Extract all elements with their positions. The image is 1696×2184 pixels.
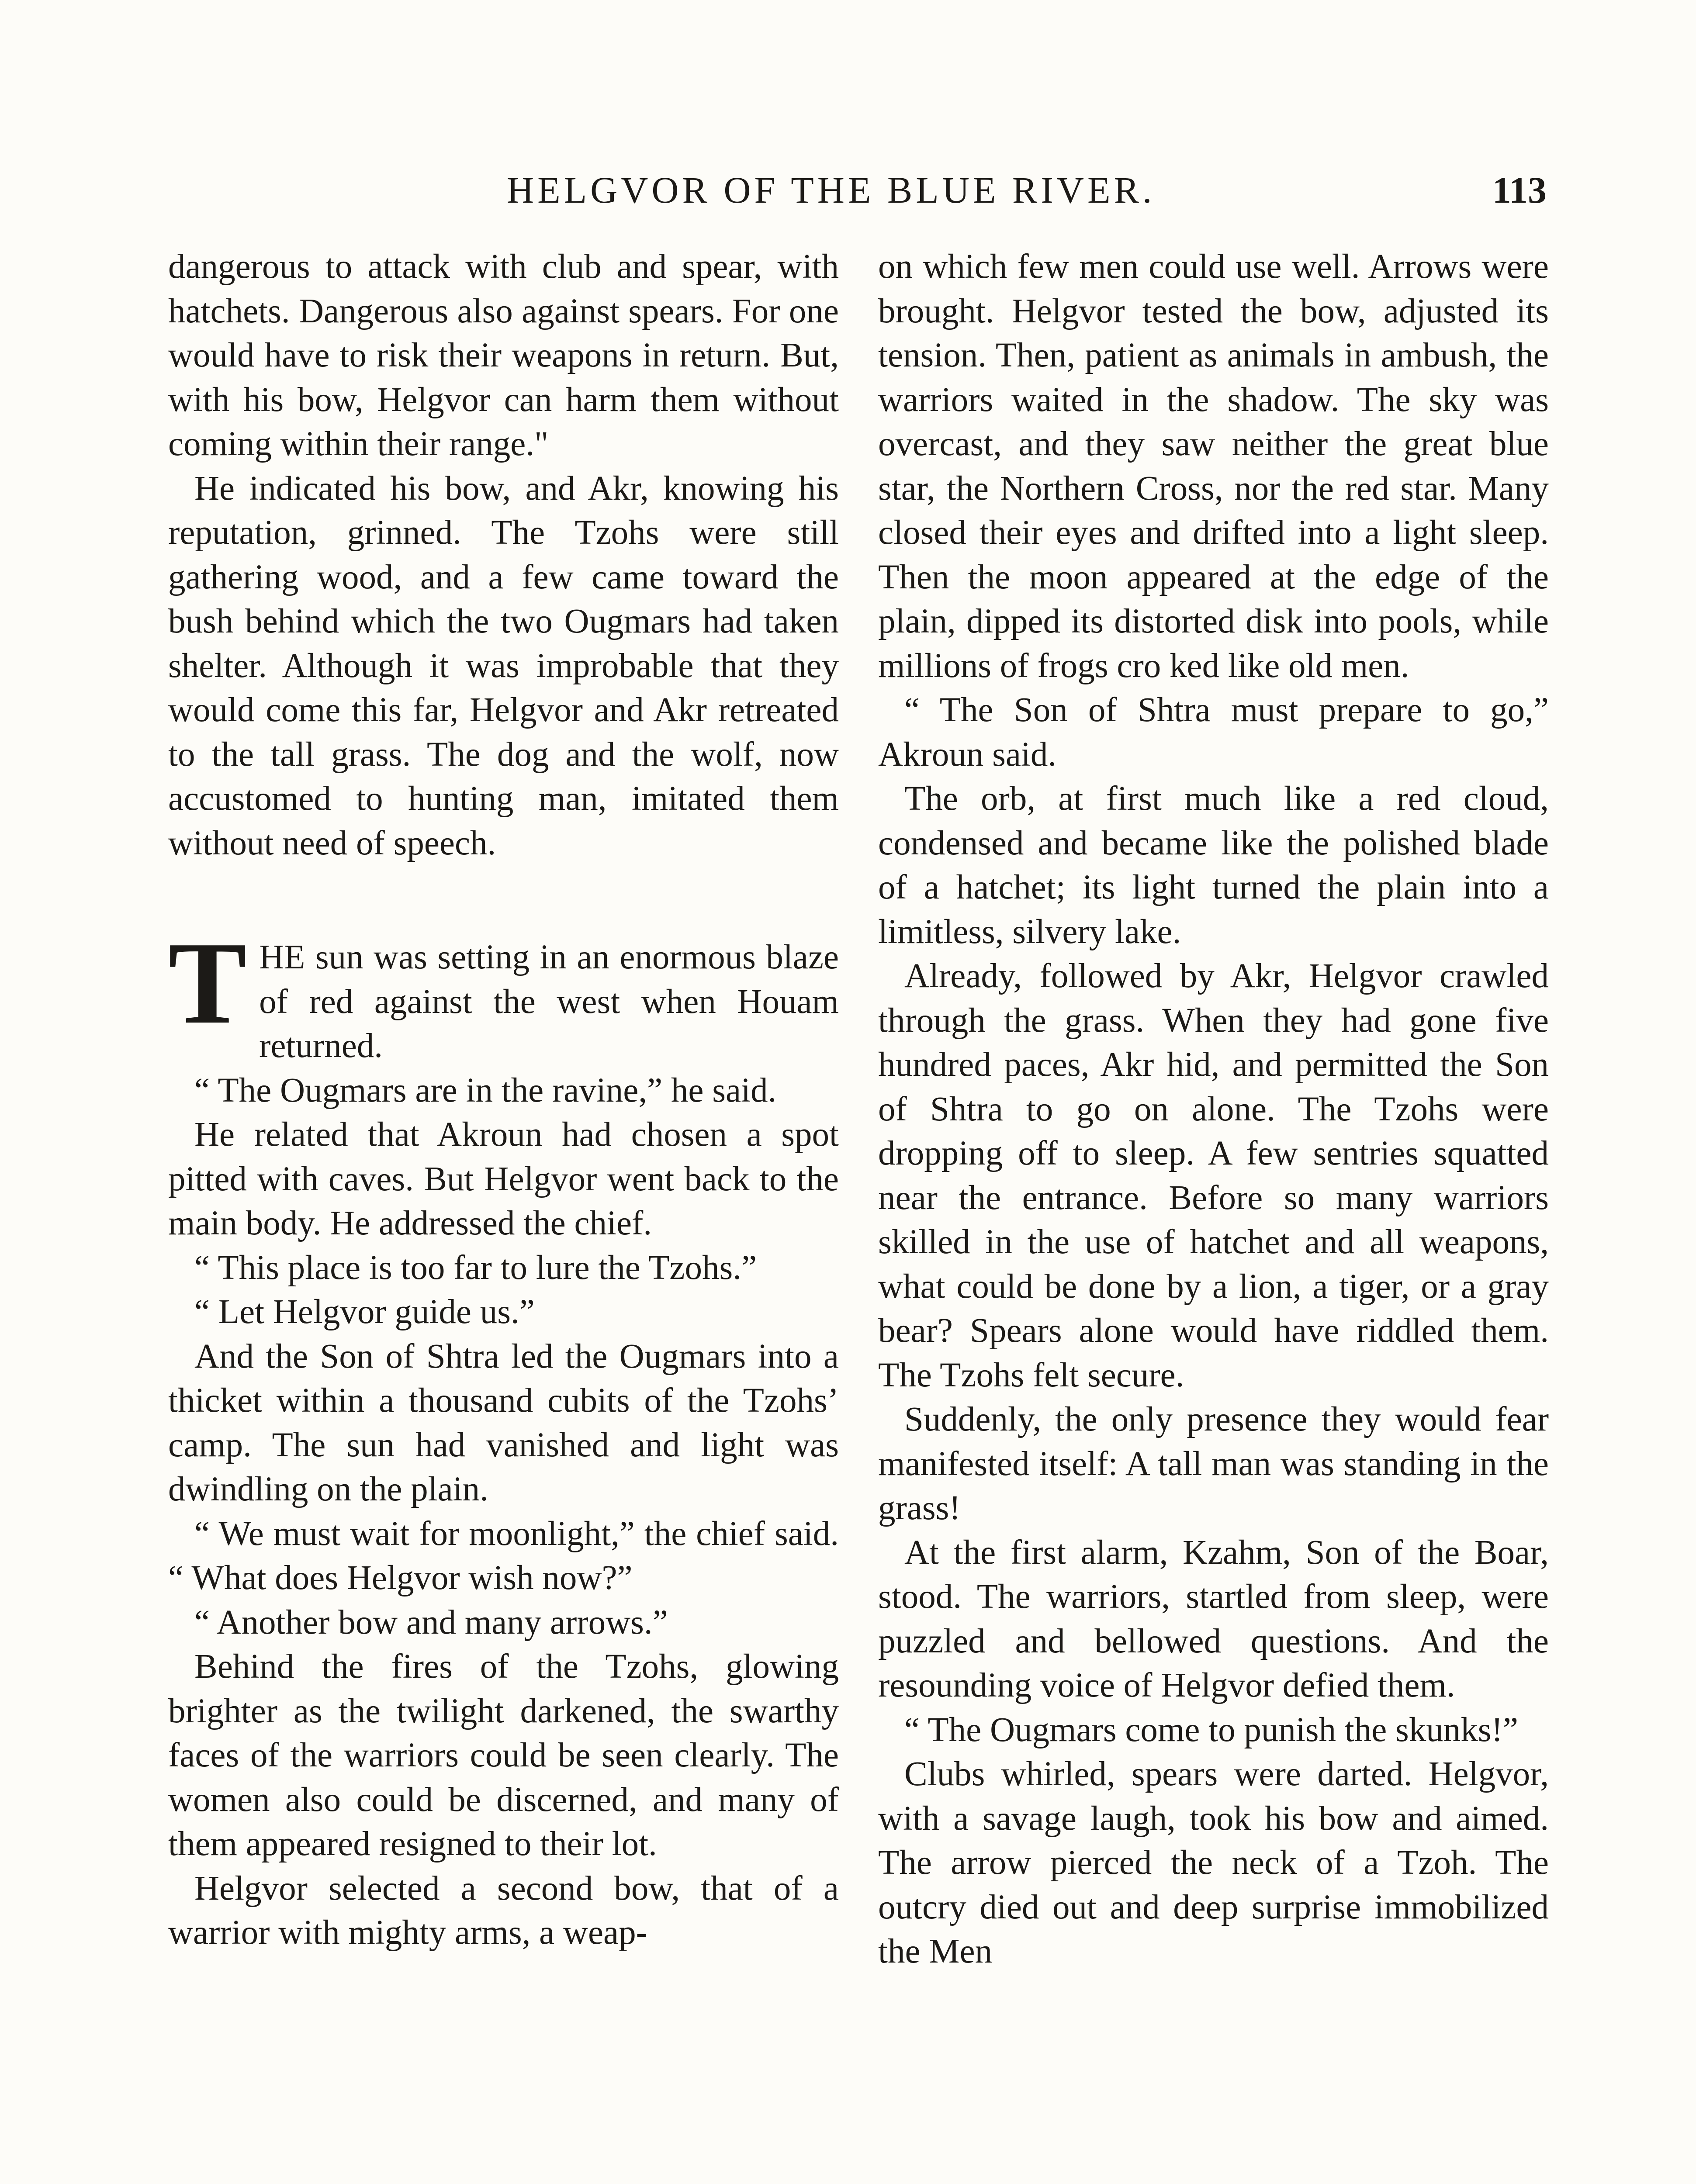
paragraph: Suddenly, the only presence they would fear manifested itself: A tall man was standing in the grass! — [878, 1400, 1549, 1527]
paragraph: “ The Son of Shtra must prepare to go,” Akroun said. — [878, 691, 1549, 774]
paragraph: “ The Ougmars are in the ravine,” he said. — [194, 1071, 777, 1109]
right-column — [878, 245, 1549, 1974]
left-column — [168, 245, 839, 1955]
paragraph: The orb, at first much like a red cloud, condensed and became like the polished blade of a hatchet; its light turned the plain into a limitless, silvery lake. — [878, 780, 1549, 951]
paragraph: At the first alarm, Kzahm, Son of the Boar, stood. The warriors, startled from sleep, were puzzled and bellowed questions. And the resounding voice of Helgvor defied them. — [878, 1533, 1549, 1704]
paragraph: He related that Akroun had chosen a spot pitted with caves. But Helgvor went back to the main body. He addressed the chief. — [168, 1116, 839, 1242]
paragraph: Already, followed by Akr, Helgvor crawled through the grass. When they had gone five hundred paces, Akr hid, and permitted the Son of Shtra to go on alone. The Tzohs were dropping off to sleep. A few sentries squatted near the entrance. Before so many warriors skilled in the use of hatchet and all weapons, what could be done by a lion, a tiger, or a gray bear? Spears alone would have riddled them. The Tzohs felt secure. — [878, 957, 1549, 1394]
running-head: HELGVOR OF THE BLUE RIVER. — [507, 169, 1156, 211]
paragraph: dangerous to attack with club and spear, with hatchets. Dangerous also against spears. For one would have to risk their weapons in return. But, with his bow, Helgvor can harm them without coming within their range." — [168, 248, 839, 463]
paragraph: Helgvor selected a second bow, that of a warrior with mighty arms, a weap- — [168, 1869, 839, 1952]
paragraph: “ We must wait for moonlight,” the chief said. “ What does Helgvor wish now?” — [168, 1514, 839, 1597]
section-opening-paragraph — [168, 918, 839, 1068]
paragraph: “ This place is too far to lure the Tzohs.” — [194, 1248, 757, 1287]
drop-cap-letter: T — [168, 918, 247, 1048]
paragraph: Clubs whirled, spears were darted. Helgvor, with a savage laugh, took his bow and aimed. The arrow pierced the neck of a Tzoh. The outcry died out and deep surprise immobilized the Men — [878, 1755, 1549, 1970]
page-header — [166, 168, 1547, 225]
section-opening-text: HE sun was setting in an enormous blaze of red against the west when Houam returned. — [259, 938, 839, 1065]
page-number: 113 — [1492, 169, 1547, 211]
paragraph: “ The Ougmars come to punish the skunks!” — [904, 1711, 1518, 1749]
paragraph: “ Another bow and many arrows.” — [194, 1603, 668, 1641]
paragraph: And the Son of Shtra led the Ougmars into a thicket within a thousand cubits of the Tzohs’ camp. The sun had vanished and light was dwindling on the plain. — [168, 1337, 839, 1508]
paragraph: He indicated his bow, and Akr, knowing his reputation, grinned. The Tzohs were still gathering wood, and a few came toward the bush behind which the two Ougmars had taken shelter. Although it was improbable that they would come this far, Helgvor and Akr retreated to the tall grass. The dog and the wolf, now accustomed to hunting man, imitated them without need of speech. — [168, 469, 839, 862]
paragraph: “ Let Helgvor guide us.” — [194, 1293, 535, 1331]
paragraph: Behind the fires of the Tzohs, glowing brighter as the twilight darkened, the swarthy faces of the warriors could be seen clearly. The women also could be discerned, and many of them appeared resigned to their lot. — [168, 1648, 839, 1863]
paragraph: on which few men could use well. Arrows were brought. Helgvor tested the bow, adjusted its tension. Then, patient as animals in ambush, the warriors waited in the shadow. The sky was overcast, and they saw neither the great blue star, the Northern Cross, nor the red star. Many closed their eyes and drifted into a light sleep. Then the moon appeared at the edge of the plain, dipped its distorted disk into pools, while millions of frogs cro ked like old men. — [878, 248, 1549, 685]
